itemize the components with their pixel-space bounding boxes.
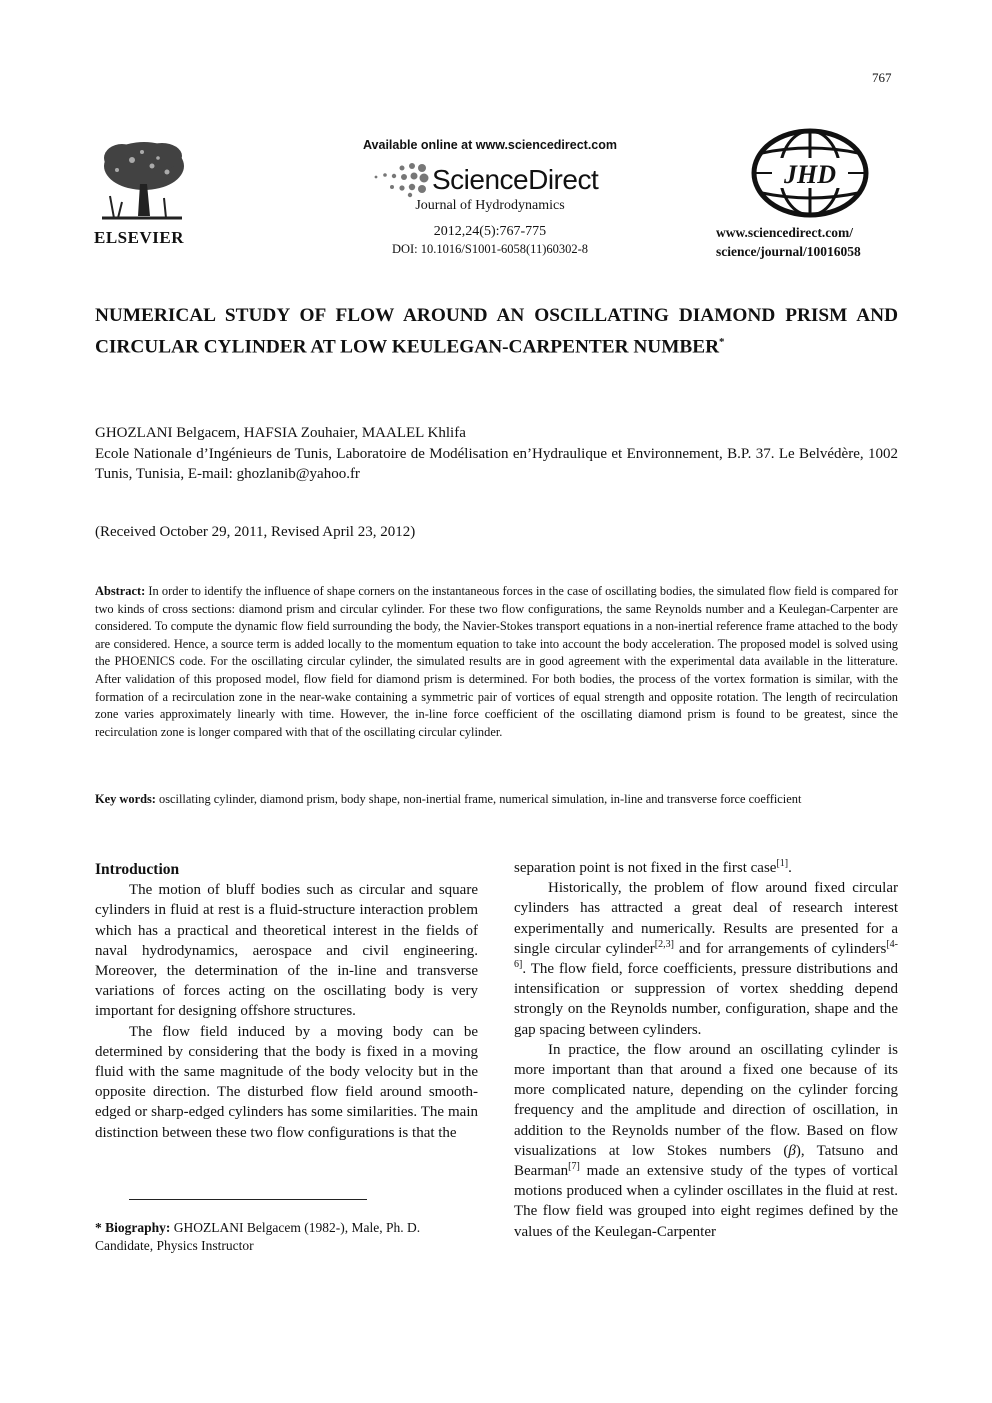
- journal-name: Journal of Hydrodynamics: [415, 198, 565, 213]
- paper-title-text: NUMERICAL STUDY OF FLOW AROUND AN OSCILLATING DIAMOND PRISM AND CIRCULAR CYLINDER AT LOW KEULEGAN-CARPENTER NUMBER: [95, 305, 898, 358]
- citation-ref: [7]: [568, 1161, 580, 1173]
- right-column: [514, 858, 898, 1242]
- title-footnote-mark: *: [719, 336, 725, 348]
- footnote-text: GHOZLANI Belgacem (1982-), Male, Ph. D. Candidate, Physics Instructor: [95, 1220, 421, 1253]
- abstract-label: Abstract:: [95, 584, 146, 598]
- left-column: [95, 860, 478, 1143]
- footnote: [95, 1219, 478, 1255]
- abstract: [95, 583, 898, 741]
- paragraph-text: In practice, the flow around an oscillating cylinder is more important than that around a fixed one because of its more complicated nature, depending on the cylinder forcing frequency and the amplitude and direction of oscillation, in addition to the Reynolds number of the flow. Based on flow visualizations at low Stokes numbers (: [514, 1041, 898, 1159]
- publisher-name: ELSEVIER: [94, 228, 184, 247]
- sciencedirect-logo: [340, 160, 640, 200]
- keywords-label: Key words:: [95, 792, 156, 806]
- citation-ref: [1]: [776, 858, 789, 869]
- sciencedirect-wordmark: ScienceDirect: [432, 164, 599, 195]
- paragraph-text: Historically, the problem of flow around fixed circular cylinders has attracted a great deal of research interest experimentally and numerically. Results are presented for a single circular cylinder: [514, 880, 898, 957]
- citation: 2012,24(5):767-775: [433, 224, 547, 239]
- paragraph: [514, 858, 898, 878]
- jhd-globe-logo: [748, 128, 872, 218]
- doi: DOI: 10.1016/S1001-6058(11)60302-8: [391, 242, 589, 256]
- journal-url-line2: science/journal/10016058: [716, 244, 861, 259]
- footnote-divider: [129, 1199, 367, 1200]
- citation-ref: [2,3]: [654, 938, 674, 950]
- affiliation: Ecole Nationale d’Ingénieurs de Tunis, Laboratoire de Modélisation en’Hydraulique et Environnement, B.P. 37. Le Belvédère, 1002 Tunis, Tunisia, E-mail: ghozlanib@yahoo.fr: [95, 446, 898, 482]
- footnote-label: * Biography:: [95, 1220, 171, 1235]
- available-online: Available online at www.sciencedirect.com: [362, 138, 618, 152]
- journal-url-line1: www.sciencedirect.com/: [716, 225, 853, 240]
- jhd-logo-text: JHD: [784, 160, 836, 189]
- received-dates: (Received October 29, 2011, Revised April 23, 2012): [95, 524, 416, 540]
- paragraph-text: . The flow field, force coefficients, pressure distributions and intensification or suppression of vortex shedding depend strongly on the Reynolds number, configuration, shape and the gap spacing between cylinders.: [514, 961, 898, 1038]
- journal-header: [340, 138, 640, 257]
- paragraph-text: ), Tatsuno and Bearman: [514, 1142, 898, 1180]
- paragraph-text: .: [788, 860, 792, 876]
- paragraph: The flow field induced by a moving body can be determined by considering that the body is fixed in a moving fluid with the same magnitude of the body velocity but in the opposite direction. The disturbed flow field around smooth-edged or sharp-edged cylinders has some similarities. The main distinction between these two flow configurations is that the: [95, 1023, 478, 1141]
- paragraph-text: and for arrangements of cylinders: [673, 940, 887, 957]
- abstract-text: In order to identify the influence of shape corners on the instantaneous forces in the case of oscillating bodies, the simulated flow field is compared for two kinds of cross sections: diamond prism and circular cylinder. For these two flow configurations, the same Reynolds number and a Keulegan-Carpenter are considered. To compute the dynamic flow field surrounding the body, the Navier-Stokes transport equations in a non-inertial reference frame attached to the body are considered. Hence, a source term is added locally to the momentum equation to take into account the body acceleration. The proposed model is solved using the PHOENICS code. For the oscillating circular cylinder, the simulated results are in good agreement with the experimental data available in the litterature. After validation of this proposed model, flow field for diamond prism is determined. For both bodies, the process of the vortex formation is similar, with the formation of a recirculation zone in the near-wake containing a symmetric pair of vortices of equal strength and opposite rotation. The length of recirculation zone varies approximately linearly with time. However, the in-line force coefficient of the oscillating diamond prism is found to be greatest, since the recirculation zone is longer compared with that of the oscillating circular cylinder.: [95, 584, 898, 739]
- sciencedirect-dots-icon: [372, 162, 434, 198]
- beta-symbol: β: [788, 1142, 796, 1159]
- page-number: 767: [872, 70, 892, 85]
- paper-title: [95, 303, 898, 360]
- authors: GHOZLANI Belgacem, HAFSIA Zouhaier, MAALEL Khlifa: [95, 425, 466, 441]
- citation-ref: [4-6]: [514, 938, 898, 971]
- paragraph: The motion of bluff bodies such as circular and square cylinders in fluid at rest is a fluid-structure interaction problem which has a practical and theoretical interest in the fields of naval hydrodynamics, aerospace and civil engineering. Moreover, the determination of the in-line and transverse variations of forces acting on the oscillating body is very important for designing offshore structures.: [95, 882, 478, 1020]
- paragraph-text: separation point is not fixed in the first case: [514, 860, 777, 876]
- section-heading-introduction: Introduction: [95, 861, 180, 878]
- paragraph: [514, 1040, 898, 1242]
- paragraph-text: made an extensive study of the types of vortical motions produced when a cylinder oscillates in the fluid at rest. The flow field was grouped into eight regimes defined by the values of the Keulegan-Carpenter: [514, 1163, 898, 1240]
- keywords: [95, 791, 898, 809]
- keywords-text: oscillating cylinder, diamond prism, body shape, non-inertial frame, numerical simulation, in-line and transverse force coefficient: [159, 792, 802, 806]
- paragraph: [514, 878, 898, 1040]
- journal-url: [716, 223, 861, 261]
